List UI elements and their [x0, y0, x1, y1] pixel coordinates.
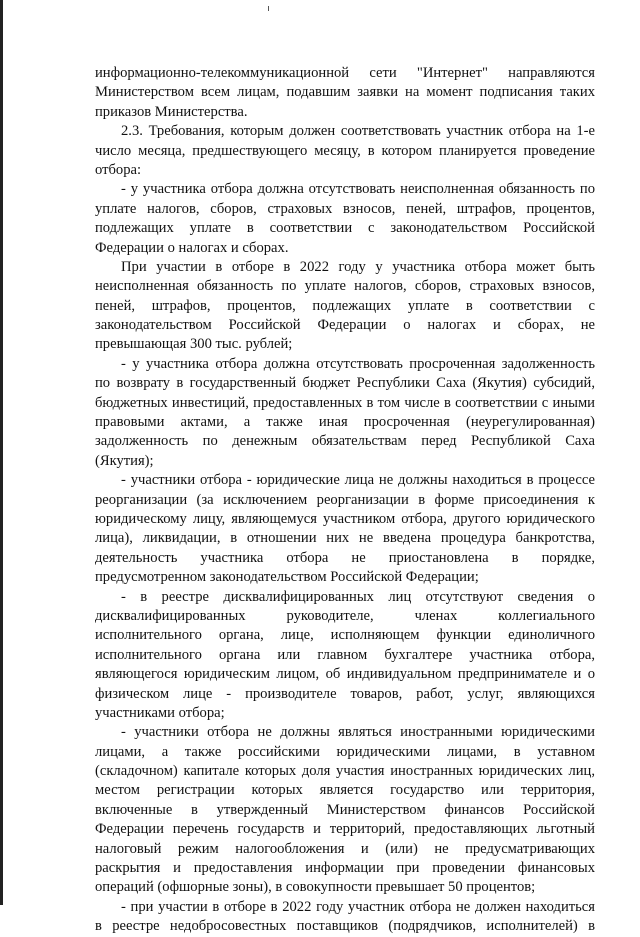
document-text-line: налоговый режим налогообложения и (или) не предусматривающих — [95, 840, 595, 857]
document-text-line: задолженность по денежным обязательствам перед Республикой Саха — [95, 433, 595, 450]
document-text-line: операций (офшорные зоны), в совокупности превышает 50 процентов; — [95, 879, 536, 896]
document-text-line: приказов Министерства. — [95, 103, 248, 120]
document-text-line: включенные в утвержденный Министерством финансов Российской — [95, 801, 595, 818]
document-text-line: Федерации перечень государств и территорий, предоставляющих льготный — [95, 821, 595, 838]
document-text-line: (Якутия); — [95, 452, 154, 469]
document-text-line: информационно-телекоммуникационной сети "Интернет" направляются — [95, 65, 595, 81]
document-text-line: - у участника отбора должна отсутствовать неисполненная обязанность по — [121, 181, 595, 198]
document-text-line: исполнительного органа, лице, исполняющем функции единоличного — [95, 627, 595, 644]
document-text-line: лица), ликвидации, в отношении них не введена процедура банкротства, — [95, 530, 595, 547]
document-text-line: пеней, штрафов, процентов, подлежащих уплате в соответствии с — [95, 297, 595, 314]
scan-left-border — [0, 0, 3, 905]
document-text-line: раскрытия и предоставления информации при проведении финансовых — [95, 860, 595, 877]
document-text-line: - участники отбора не должны являться иностранными юридическими — [121, 724, 595, 741]
document-text-line: по возврату в государственный бюджет Республики Саха (Якутия) субсидий, — [95, 375, 595, 392]
document-text-line: (складочном) капитале которых доля участия иностранных юридических лиц, — [95, 763, 595, 780]
document-text-line: Федерации о налогах и сборах. — [95, 239, 289, 256]
document-text-line: участниками отбора; — [95, 704, 225, 721]
document-text-line: превышающая 300 тыс. рублей; — [95, 336, 293, 353]
document-text-line: в реестре недобросовестных поставщиков (подрядчиков, исполнителей) в — [95, 918, 595, 935]
document-text-line: 2.3. Требования, которым должен соответствовать участник отбора на 1-е — [121, 123, 595, 140]
document-text-line: - у участника отбора должна отсутствовать просроченная задолженность — [121, 355, 595, 372]
document-text-line: исполнительного органа или главном бухгалтере участника отбора, — [95, 646, 595, 663]
document-text-line: физическом лице - производителе товаров, работ, услуг, являющихся — [95, 685, 595, 702]
document-text-line: подлежащих уплате в соответствии с законодательством Российской — [95, 220, 595, 237]
document-text-line: уплате налогов, сборов, страховых взносов, пеней, штрафов, процентов, — [95, 200, 595, 217]
document-text-line: бюджетных инвестиций, предоставленных в том числе в соответствии с иными — [95, 394, 595, 411]
document-text-line: правовыми актами, а также иная просроченная (неурегулированная) — [95, 414, 595, 431]
document-text-line: лицами, а также российскими юридическими лицами, в уставном — [95, 743, 595, 760]
document-text-line: - участники отбора - юридические лица не должны находиться в процессе — [121, 472, 595, 489]
document-text-line: При участии в отборе в 2022 году у участника отбора может быть — [121, 258, 595, 275]
document-text-line: отбора: — [95, 161, 142, 178]
document-text-line: юридическому лицу, являющемуся участником отбора, другого юридического — [95, 510, 595, 527]
document-text-line: - в реестре дисквалифицированных лиц отсутствуют сведения о — [121, 588, 595, 605]
document-text-line: неисполненная обязанность по уплате налогов, сборов, страховых взносов, — [95, 278, 595, 295]
document-text-line: - при участии в отборе в 2022 году участник отбора не должен находиться — [121, 898, 595, 915]
document-text-line: законодательством Российской Федерации о налогах и сборах, не — [95, 317, 595, 334]
document-text-line: местом регистрации которых является государство или территория, — [95, 782, 595, 799]
document-text-line: являющегося юридическим лицом, об индивидуальном предпринимателе и о — [95, 666, 595, 683]
document-text-line: дисквалифицированных руководителе, членах коллегиального — [95, 607, 595, 624]
document-text-line: реорганизации (за исключением реорганизации в форме присоединения к — [95, 491, 595, 508]
scan-top-mark — [268, 6, 269, 11]
document-body — [95, 64, 595, 937]
document-text-line: деятельность участника отбора не приостановлена в порядке, — [95, 549, 595, 566]
document-text-line: число месяца, предшествующего месяцу, в котором планируется проведение — [95, 142, 595, 159]
document-text-line: предусмотренном законодательством Российской Федерации; — [95, 569, 479, 586]
document-text-line: Министерством всем лицам, подавшим заявки на момент подписания таких — [95, 84, 595, 101]
